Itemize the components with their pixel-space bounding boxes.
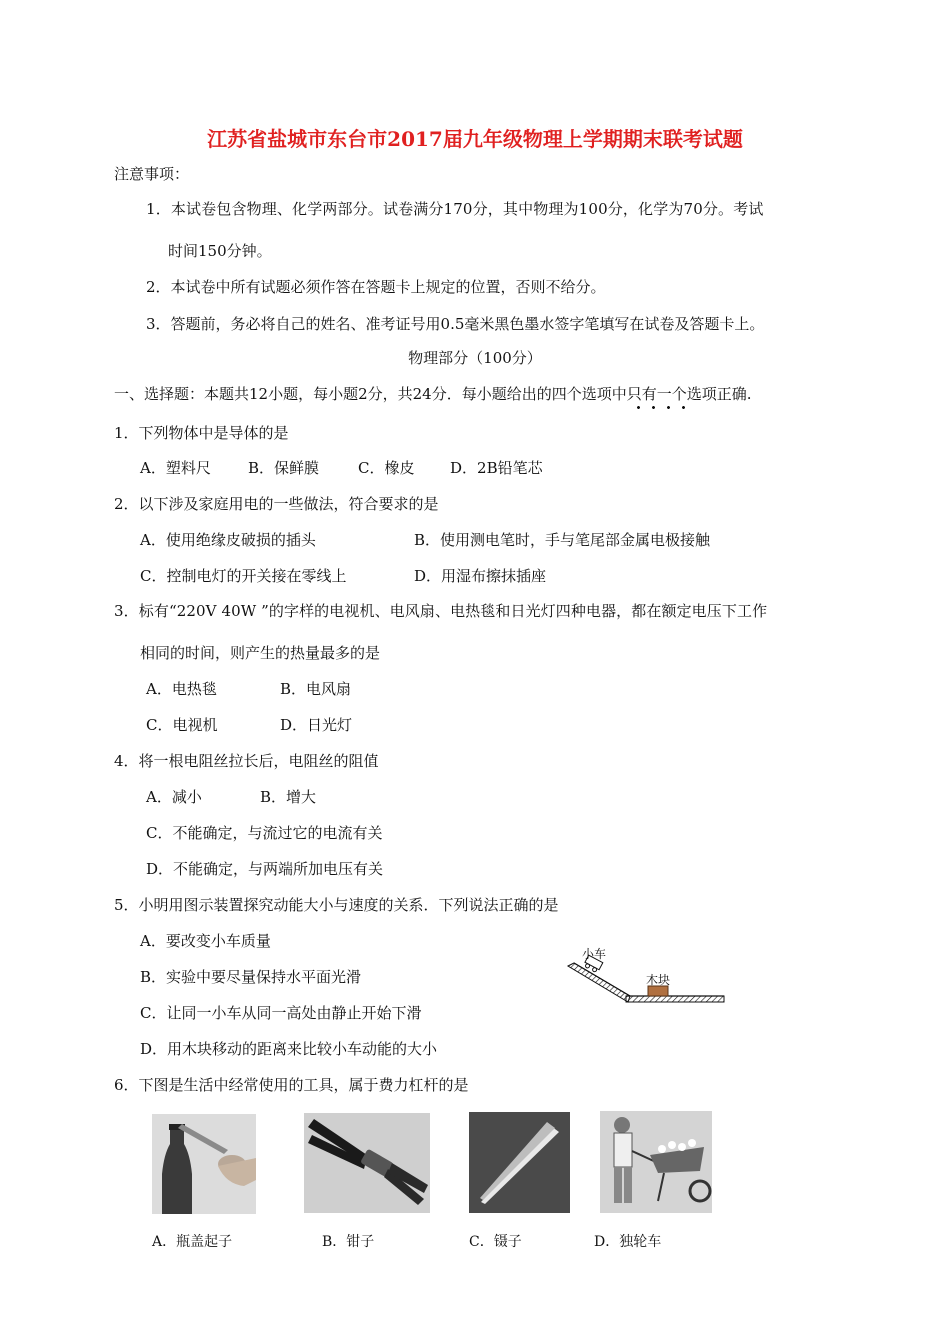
q4-option-d: D．不能确定，与两端所加电压有关 [146, 860, 384, 878]
caption-d: D．独轮车 [594, 1234, 662, 1250]
q4-option-a: A．减小 [146, 788, 202, 806]
q4-stem: 4．将一根电阻丝拉长后，电阻丝的阻值 [114, 752, 379, 770]
tweezers-image [469, 1112, 570, 1213]
cart-label: 小车 [582, 947, 607, 961]
part1-intro-after: 选项正确. [686, 385, 752, 403]
q4-option-b: B．增大 [260, 788, 317, 806]
q2-option-b: B．使用测电笔时，手与笔尾部金属电极接触 [414, 531, 711, 549]
q5-stem: 5．小明用图示装置探究动能大小与速度的关系．下列说法正确的是 [114, 896, 559, 914]
bottle-opener-image [152, 1114, 256, 1214]
q5-option-b: B．实验中要尽量保持水平面光滑 [140, 968, 362, 986]
q3-stem: 3．标有“220V 40W ”的字样的电视机、电风扇、电热毯和日光灯四种电器，都在额定电压下工作 [114, 602, 768, 620]
part1-instructions [114, 384, 752, 404]
q6-stem: 6．下图是生活中经常使用的工具，属于费力杠杆的是 [114, 1076, 469, 1094]
q2-stem: 2．以下涉及家庭用电的一些做法，符合要求的是 [114, 495, 439, 513]
note-item-3: 3．答题前，务必将自己的姓名、准考证号用0.5毫米黑色墨水签字笔填写在试卷及答题卡上。 [146, 315, 765, 333]
part1-intro-emphasis: 只有一个 [626, 385, 687, 403]
q3-option-d: D．日光灯 [280, 716, 353, 734]
q5-option-d: D．用木块移动的距离来比较小车动能的大小 [140, 1040, 438, 1058]
q1-option-c: C．橡皮 [358, 459, 415, 477]
pliers-image [304, 1113, 430, 1213]
q1-option-b: B．保鲜膜 [248, 459, 320, 477]
q4-option-c: C．不能确定，与流过它的电流有关 [146, 824, 383, 842]
q3-stem-cont: 相同的时间，则产生的热量最多的是 [140, 644, 381, 662]
caption-a: A．瓶盖起子 [152, 1234, 233, 1250]
part1-intro-before: 一、选择题：本题共12小题，每小题2分，共24分．每小题给出的四个选项中 [114, 385, 627, 403]
note-item-1-cont: 时间150分钟。 [168, 242, 272, 260]
q1-option-d: D．2B铅笔芯 [450, 459, 543, 477]
q3-option-a: A．电热毯 [146, 680, 217, 698]
q5-option-a: A．要改变小车质量 [140, 932, 271, 950]
q2-option-d: D．用湿布擦抹插座 [414, 567, 547, 585]
q3-option-c: C．电视机 [146, 716, 218, 734]
note-item-1: 1．本试卷包含物理、化学两部分。试卷满分170分，其中物理为100分，化学为70分。考试 [146, 200, 764, 218]
wheelbarrow-image [600, 1111, 712, 1213]
exam-title: 江苏省盐城市东台市2017届九年级物理上学期期末联考试题 [207, 127, 743, 151]
block-label: 木块 [646, 973, 671, 987]
q5-option-c: C．让同一小车从同一高处由静止开始下滑 [140, 1004, 422, 1022]
caption-c: C．镊子 [469, 1234, 522, 1250]
q1-option-a: A．塑料尺 [140, 459, 211, 477]
q2-option-a: A．使用绝缘皮破损的插头 [140, 531, 316, 549]
notes-heading: 注意事项： [114, 165, 190, 183]
q2-option-c: C．控制电灯的开关接在零线上 [140, 567, 347, 585]
q3-option-b: B．电风扇 [280, 680, 352, 698]
section-title: 物理部分（100分） [408, 349, 542, 367]
q1-stem: 1．下列物体中是导体的是 [114, 424, 289, 442]
ramp-figure [560, 944, 730, 1014]
note-item-2: 2．本试卷中所有试题必须作答在答题卡上规定的位置，否则不给分。 [146, 278, 606, 296]
caption-b: B．钳子 [322, 1234, 375, 1250]
